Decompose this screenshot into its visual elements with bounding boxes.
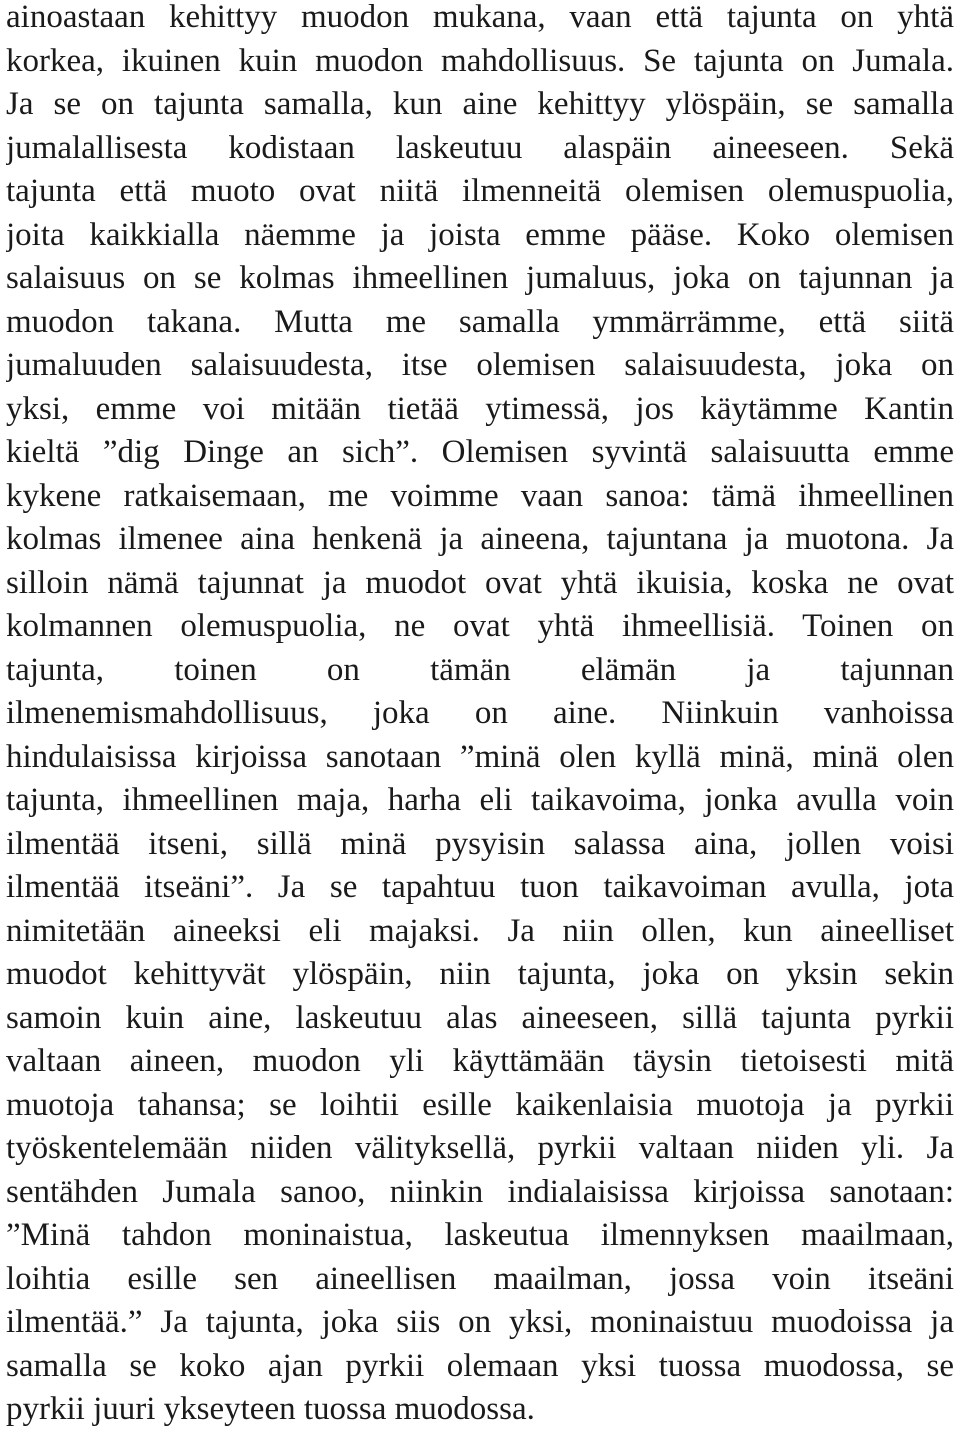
text-line: joita kaikkialla näemme ja joista emme pääse. Koko olemisen xyxy=(6,216,954,253)
text-line: ilmentää itseäni”. Ja se tapahtuu tuon taikavoiman avulla, jota xyxy=(6,869,954,905)
text-line: loihtia esille sen aineellisen maailman, jossa voin itseäni xyxy=(6,1260,954,1297)
text-line: ilmenemismahdollisuus, joka on aine. Niinkuin vanhoissa xyxy=(6,695,954,731)
text-line: muotoja tahansa; se loihtii esille kaikenlaisia muotoja ja pyrkii xyxy=(6,1086,954,1123)
text-line: salaisuus on se kolmas ihmeellinen jumaluus, joka on tajunnan ja xyxy=(6,260,954,296)
text-line: ilmentää.” Ja tajunta, joka siis on yksi, moninaistuu muodoissa ja xyxy=(6,1304,954,1340)
text-line: pyrkii juuri ykseyteen tuossa muodossa. xyxy=(6,1391,535,1427)
text-line: ilmentää itseni, sillä minä pysyisin salassa aina, jollen voisi xyxy=(6,825,954,862)
text-line: jumalallisesta kodistaan laskeutuu alaspäin aineeseen. Sekä xyxy=(6,129,954,166)
text-line: muodon takana. Mutta me samalla ymmärrämme, että siitä xyxy=(6,303,954,340)
text-line: korkea, ikuinen kuin muodon mahdollisuus. Se tajunta on Jumala. xyxy=(6,42,954,79)
text-line: ”Minä tahdon moninaistua, laskeutua ilmennyksen maailmaan, xyxy=(6,1217,954,1253)
text-line: muodot kehittyvät ylöspäin, niin tajunta, joka on yksin sekin xyxy=(6,956,954,992)
text-line: kolmannen olemuspuolia, ne ovat yhtä ihmeellisiä. Toinen on xyxy=(6,608,954,644)
text-line: tajunta, toinen on tämän elämän ja tajunnan xyxy=(6,651,954,688)
text-line: jumaluuden salaisuudesta, itse olemisen salaisuudesta, joka on xyxy=(6,347,954,383)
text-line: samalla se koko ajan pyrkii olemaan yksi tuossa muodossa, se xyxy=(6,1347,954,1384)
text-line: hindulaisissa kirjoissa sanotaan ”minä olen kyllä minä, minä olen xyxy=(6,738,954,775)
text-line: samoin kuin aine, laskeutuu alas aineeseen, sillä tajunta pyrkii xyxy=(6,999,954,1036)
body-paragraph xyxy=(6,0,954,1432)
text-line: tajunta, ihmeellinen maja, harha eli taikavoima, jonka avulla voin xyxy=(6,782,954,818)
text-line: Ja se on tajunta samalla, kun aine kehittyy ylöspäin, se samalla xyxy=(6,86,954,122)
text-line: yksi, emme voi mitään tietää ytimessä, jos käytämme Kantin xyxy=(6,390,954,427)
text-line: nimitetään aineeksi eli majaksi. Ja niin ollen, kun aineelliset xyxy=(6,912,954,949)
text-line: ainoastaan kehittyy muodon mukana, vaan että tajunta on yhtä xyxy=(6,0,954,35)
text-line: tajunta että muoto ovat niitä ilmenneitä olemisen olemuspuolia, xyxy=(6,173,954,209)
text-line: sentähden Jumala sanoo, niinkin indialaisissa kirjoissa sanotaan: xyxy=(6,1173,954,1210)
text-line: kykene ratkaisemaan, me voimme vaan sanoa: tämä ihmeellinen xyxy=(6,477,954,514)
text-line: kieltä ”dig Dinge an sich”. Olemisen syvintä salaisuutta emme xyxy=(6,434,954,470)
text-line: silloin nämä tajunnat ja muodot ovat yhtä ikuisia, koska ne ovat xyxy=(6,564,954,601)
text-line: kolmas ilmenee aina henkenä ja aineena, tajuntana ja muotona. Ja xyxy=(6,521,954,557)
text-line: työskentelemään niiden välityksellä, pyrkii valtaan niiden yli. Ja xyxy=(6,1130,954,1166)
text-line: valtaan aineen, muodon yli käyttämään täysin tietoisesti mitä xyxy=(6,1043,954,1079)
